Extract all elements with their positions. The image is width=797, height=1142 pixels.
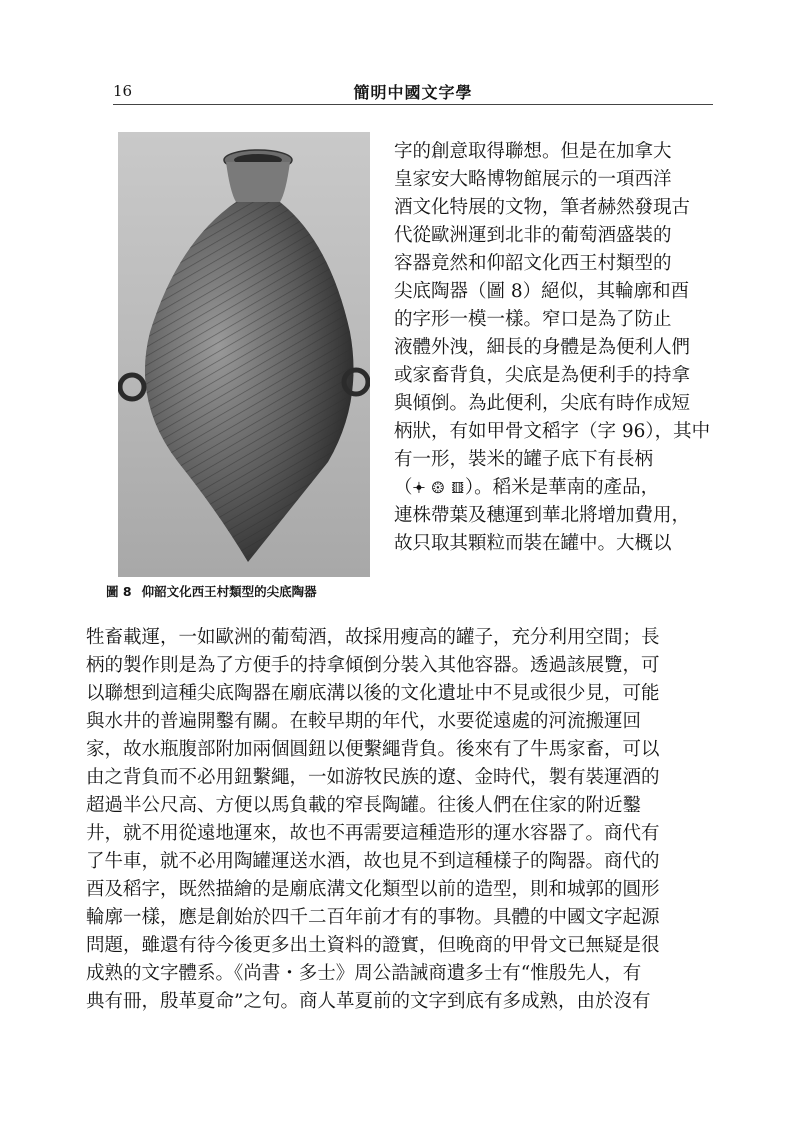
book-title: 簡明中國文字學 [353, 83, 473, 102]
text-line: 以聯想到這種尖底陶器在廟底溝以後的文化遺址中不見或很少見，可能 [86, 683, 660, 704]
running-header [113, 80, 713, 105]
text-line: 尖底陶器（圖 8）絕似，其輪廓和酉 [394, 281, 690, 302]
text-line: 由之背負而不必用鈕繫繩，一如游牧民族的遼、金時代，製有裝運酒的 [86, 767, 660, 788]
pointed-bottom-jar-icon [118, 132, 370, 577]
text-line: 家，故水瓶腹部附加兩個圓鈕以便繫繩背負。後來有了牛馬家畜，可以 [86, 739, 660, 760]
text-line: 字的創意取得聯想。但是在加拿大 [394, 141, 672, 162]
glyph-line: （𖥔 𖥕 𖥖）。稻米是華南的產品， [394, 474, 724, 502]
figure-caption [106, 582, 396, 600]
text-line: 有一形，裝米的罐子底下有長柄 [394, 449, 654, 470]
text-line: 井，就不用從遠地運來，故也不再需要這種造形的運水容器了。商代有 [86, 823, 660, 844]
oracle-glyph-2: 𖥕 [431, 478, 445, 498]
text-line: 連株帶葉及穗運到華北將增加費用， [394, 505, 691, 526]
text-line: 故只取其顆粒而裝在罐中。大概以 [394, 533, 672, 554]
body-text [86, 624, 726, 1016]
text-line: 酒文化特展的文物，筆者赫然發現古 [394, 197, 691, 218]
oracle-glyph-3: 𖥖 [450, 478, 465, 498]
text-line: 成熟的文字體系。《尚書・多士》周公誥誡商遺多士有“惟殷先人，有 [86, 963, 642, 984]
text-line: 輪廓一樣，應是創始於四千二百年前才有的事物。具體的中國文字起源 [86, 907, 660, 928]
text-line: 了牛車，就不必用陶罐運送水酒，故也見不到這種樣子的陶器。商代的 [86, 851, 660, 872]
oracle-glyph-1: 𖥔 [412, 478, 426, 498]
text-line: 柄狀，有如甲骨文稻字（字 96），其中 [394, 421, 711, 442]
text-line: 牲畜載運，一如歐洲的葡萄酒，故採用瘦高的罐子，充分利用空間；長 [86, 627, 660, 648]
text-line: 問題，雖還有待今後更多出土資料的證實，但晚商的甲骨文已無疑是很 [86, 935, 660, 956]
figure-8-photo [118, 132, 370, 577]
text-line: 酉及稻字，既然描繪的是廟底溝文化類型以前的造型，則和城郭的圓形 [86, 879, 660, 900]
text-line: ）。稻米是華南的產品， [464, 477, 660, 498]
text-line: 典有冊，殷革夏命”之句。商人革夏前的文字到底有多成熟，由於沒有 [86, 991, 651, 1012]
text-line: 超過半公尺高、方便以馬負載的窄長陶罐。往後人們在住家的附近鑿 [86, 795, 642, 816]
text-line: 液體外洩，細長的身體是為便利人們 [394, 337, 691, 358]
text-line: 柄的製作則是為了方便手的持拿傾倒分裝入其他容器。透過該展覽，可 [86, 655, 660, 676]
text-line: 與傾倒。為此便利，尖底有時作成短 [394, 393, 691, 414]
text-line: 容器竟然和仰韶文化西王村類型的 [394, 253, 672, 274]
text-line: 或家畜背負，尖底是為便利手的持拿 [394, 365, 691, 386]
text-line: 與水井的普遍開鑿有關。在較早期的年代，水要從遠處的河流搬運回 [86, 711, 642, 732]
page-number: 16 [113, 82, 133, 100]
text-line: 皇家安大略博物館展示的一項西洋 [394, 169, 672, 190]
caption-number: 圖 8 [106, 584, 132, 599]
text-line: 的字形一模一樣。窄口是為了防止 [394, 309, 672, 330]
caption-text: 仰韶文化西王村類型的尖底陶器 [141, 584, 317, 599]
text-line: 代從歐洲運到北非的葡萄酒盛裝的 [394, 225, 672, 246]
right-column-text [394, 138, 724, 558]
